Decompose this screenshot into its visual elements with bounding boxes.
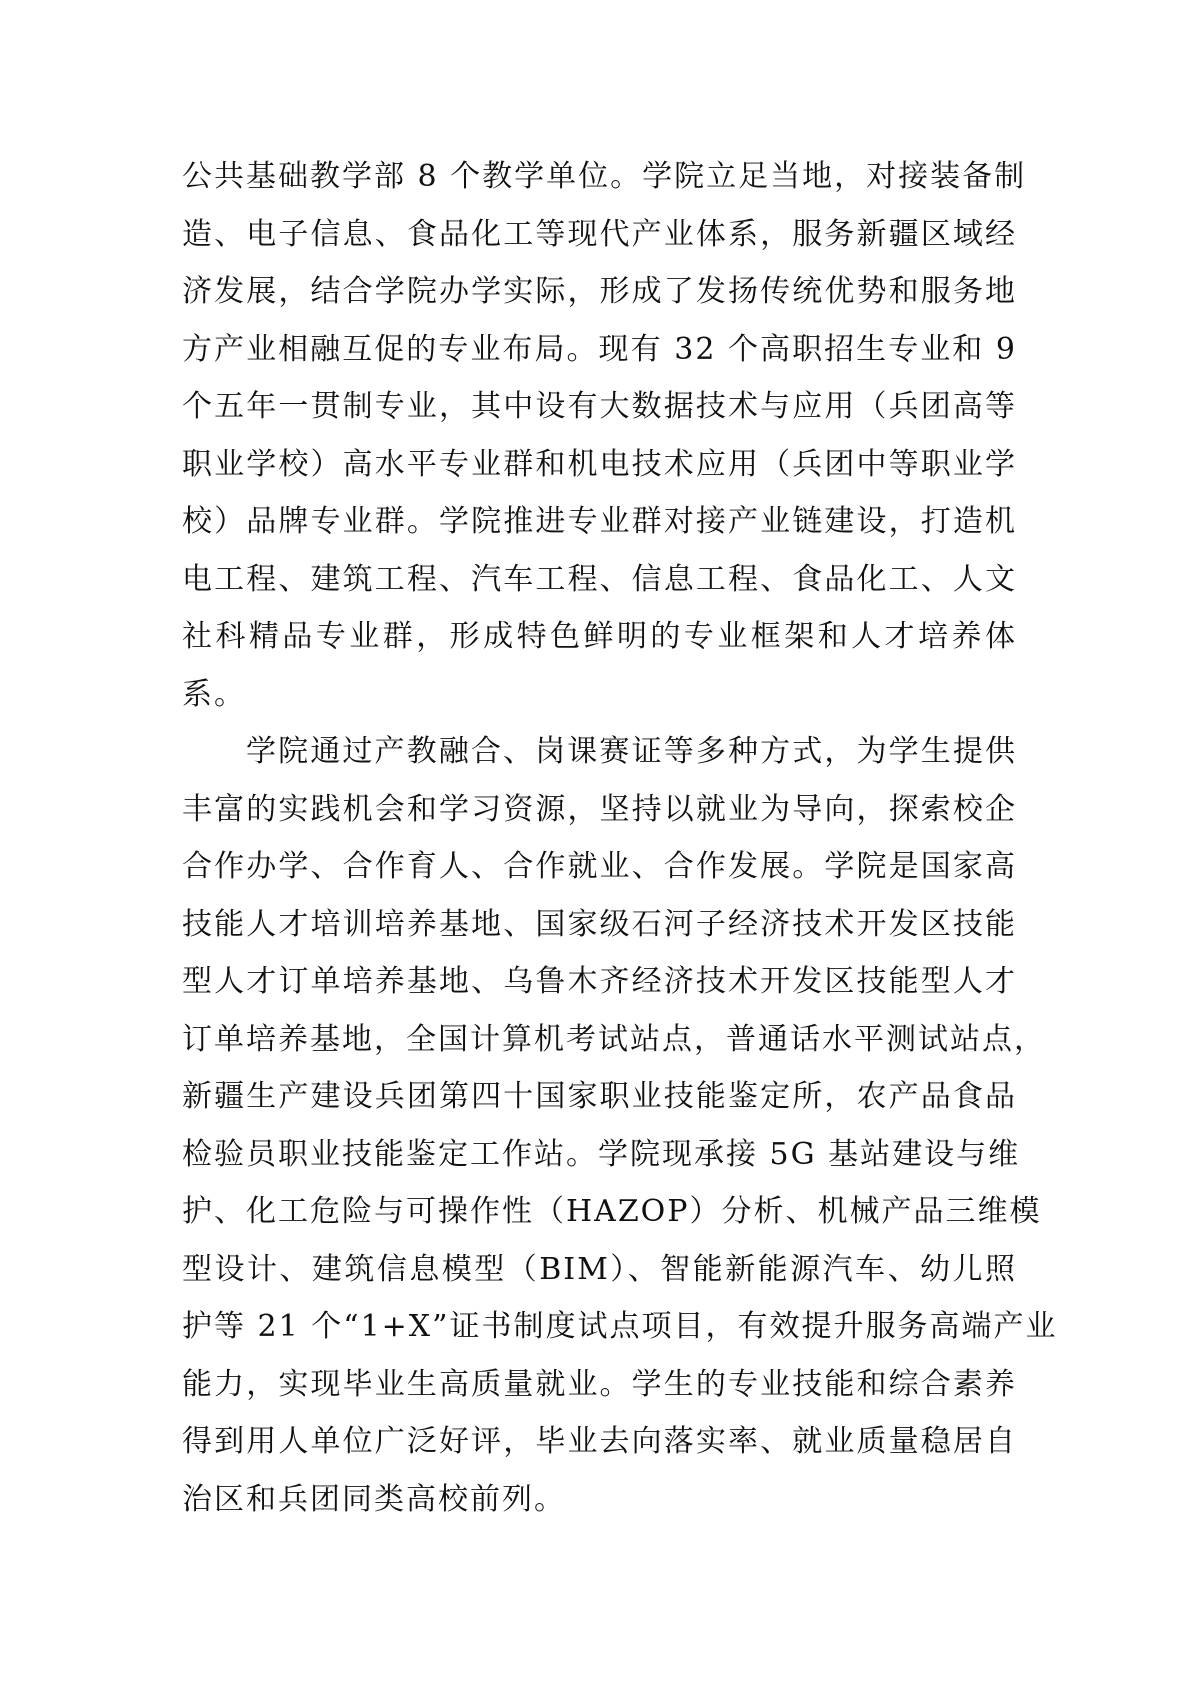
text-line: 丰富的实践机会和学习资源，坚持以就业为导向，探索校企 [182,791,1017,827]
text-line: 学院通过产教融合、岗课赛证等多种方式，为学生提供 [246,734,1017,769]
text-line: 电工程、建筑工程、汽车工程、信息工程、食品化工、人文 [182,561,1017,597]
body-text [182,148,1058,1528]
text-line: 方产业相融互促的专业布局。现有 32 个高职招生专业和 9 [182,331,1017,367]
text-line: 济发展，结合学院办学实际，形成了发扬传统优势和服务地 [182,274,1017,309]
text-line: 公共基础教学部 8 个教学单位。学院立足当地，对接装备制 [182,159,1027,194]
text-line: 造、电子信息、食品化工等现代产业体系，服务新疆区域经 [182,216,1017,252]
text-line: 职业学校）高水平专业群和机电技术应用（兵团中等职业学 [182,446,1017,482]
text-line: 能力，实现毕业生高质量就业。学生的专业技能和综合素养 [182,1366,1017,1402]
text-line: 型人才订单培养基地、乌鲁木齐经济技术开发区技能型人才 [182,964,1017,999]
text-line: 治区和兵团同类高校前列。 [182,1481,566,1517]
text-line: 社科精品专业群，形成特色鲜明的专业框架和人才培养体 [182,619,1017,654]
paragraph-2 [182,723,1058,1528]
text-line: 新疆生产建设兵团第四十国家职业技能鉴定所，农产品食品 [182,1079,1017,1114]
text-line: 检验员职业技能鉴定工作站。学院现承接 5G 基站建设与维 [182,1136,1021,1172]
text-line: 校）品牌专业群。学院推进专业群对接产业链建设，打造机 [182,504,1017,539]
text-line: 个五年一贯制专业，其中设有大数据技术与应用（兵团高等 [182,389,1017,424]
text-line: 系。 [182,676,246,712]
text-line: 护、化工危险与可操作性（HAZOP）分析、机械产品三维模 [182,1194,1042,1229]
text-line: 得到用人单位广泛好评，毕业去向落实率、就业质量稳居自 [182,1424,1017,1459]
text-line: 护等 21 个“1+X”证书制度试点项目，有效提升服务高端产业 [182,1309,1058,1344]
text-line: 订单培养基地，全国计算机考试站点，普通话水平测试站点， [182,1021,1046,1057]
paragraph-1 [182,148,1027,723]
text-line: 技能人才培训培养基地、国家级石河子经济技术开发区技能 [182,906,1017,942]
text-line: 合作办学、合作育人、合作就业、合作发展。学院是国家高 [182,849,1017,884]
text-line: 型设计、建筑信息模型（BIM）、智能新能源汽车、幼儿照 [182,1251,1017,1287]
